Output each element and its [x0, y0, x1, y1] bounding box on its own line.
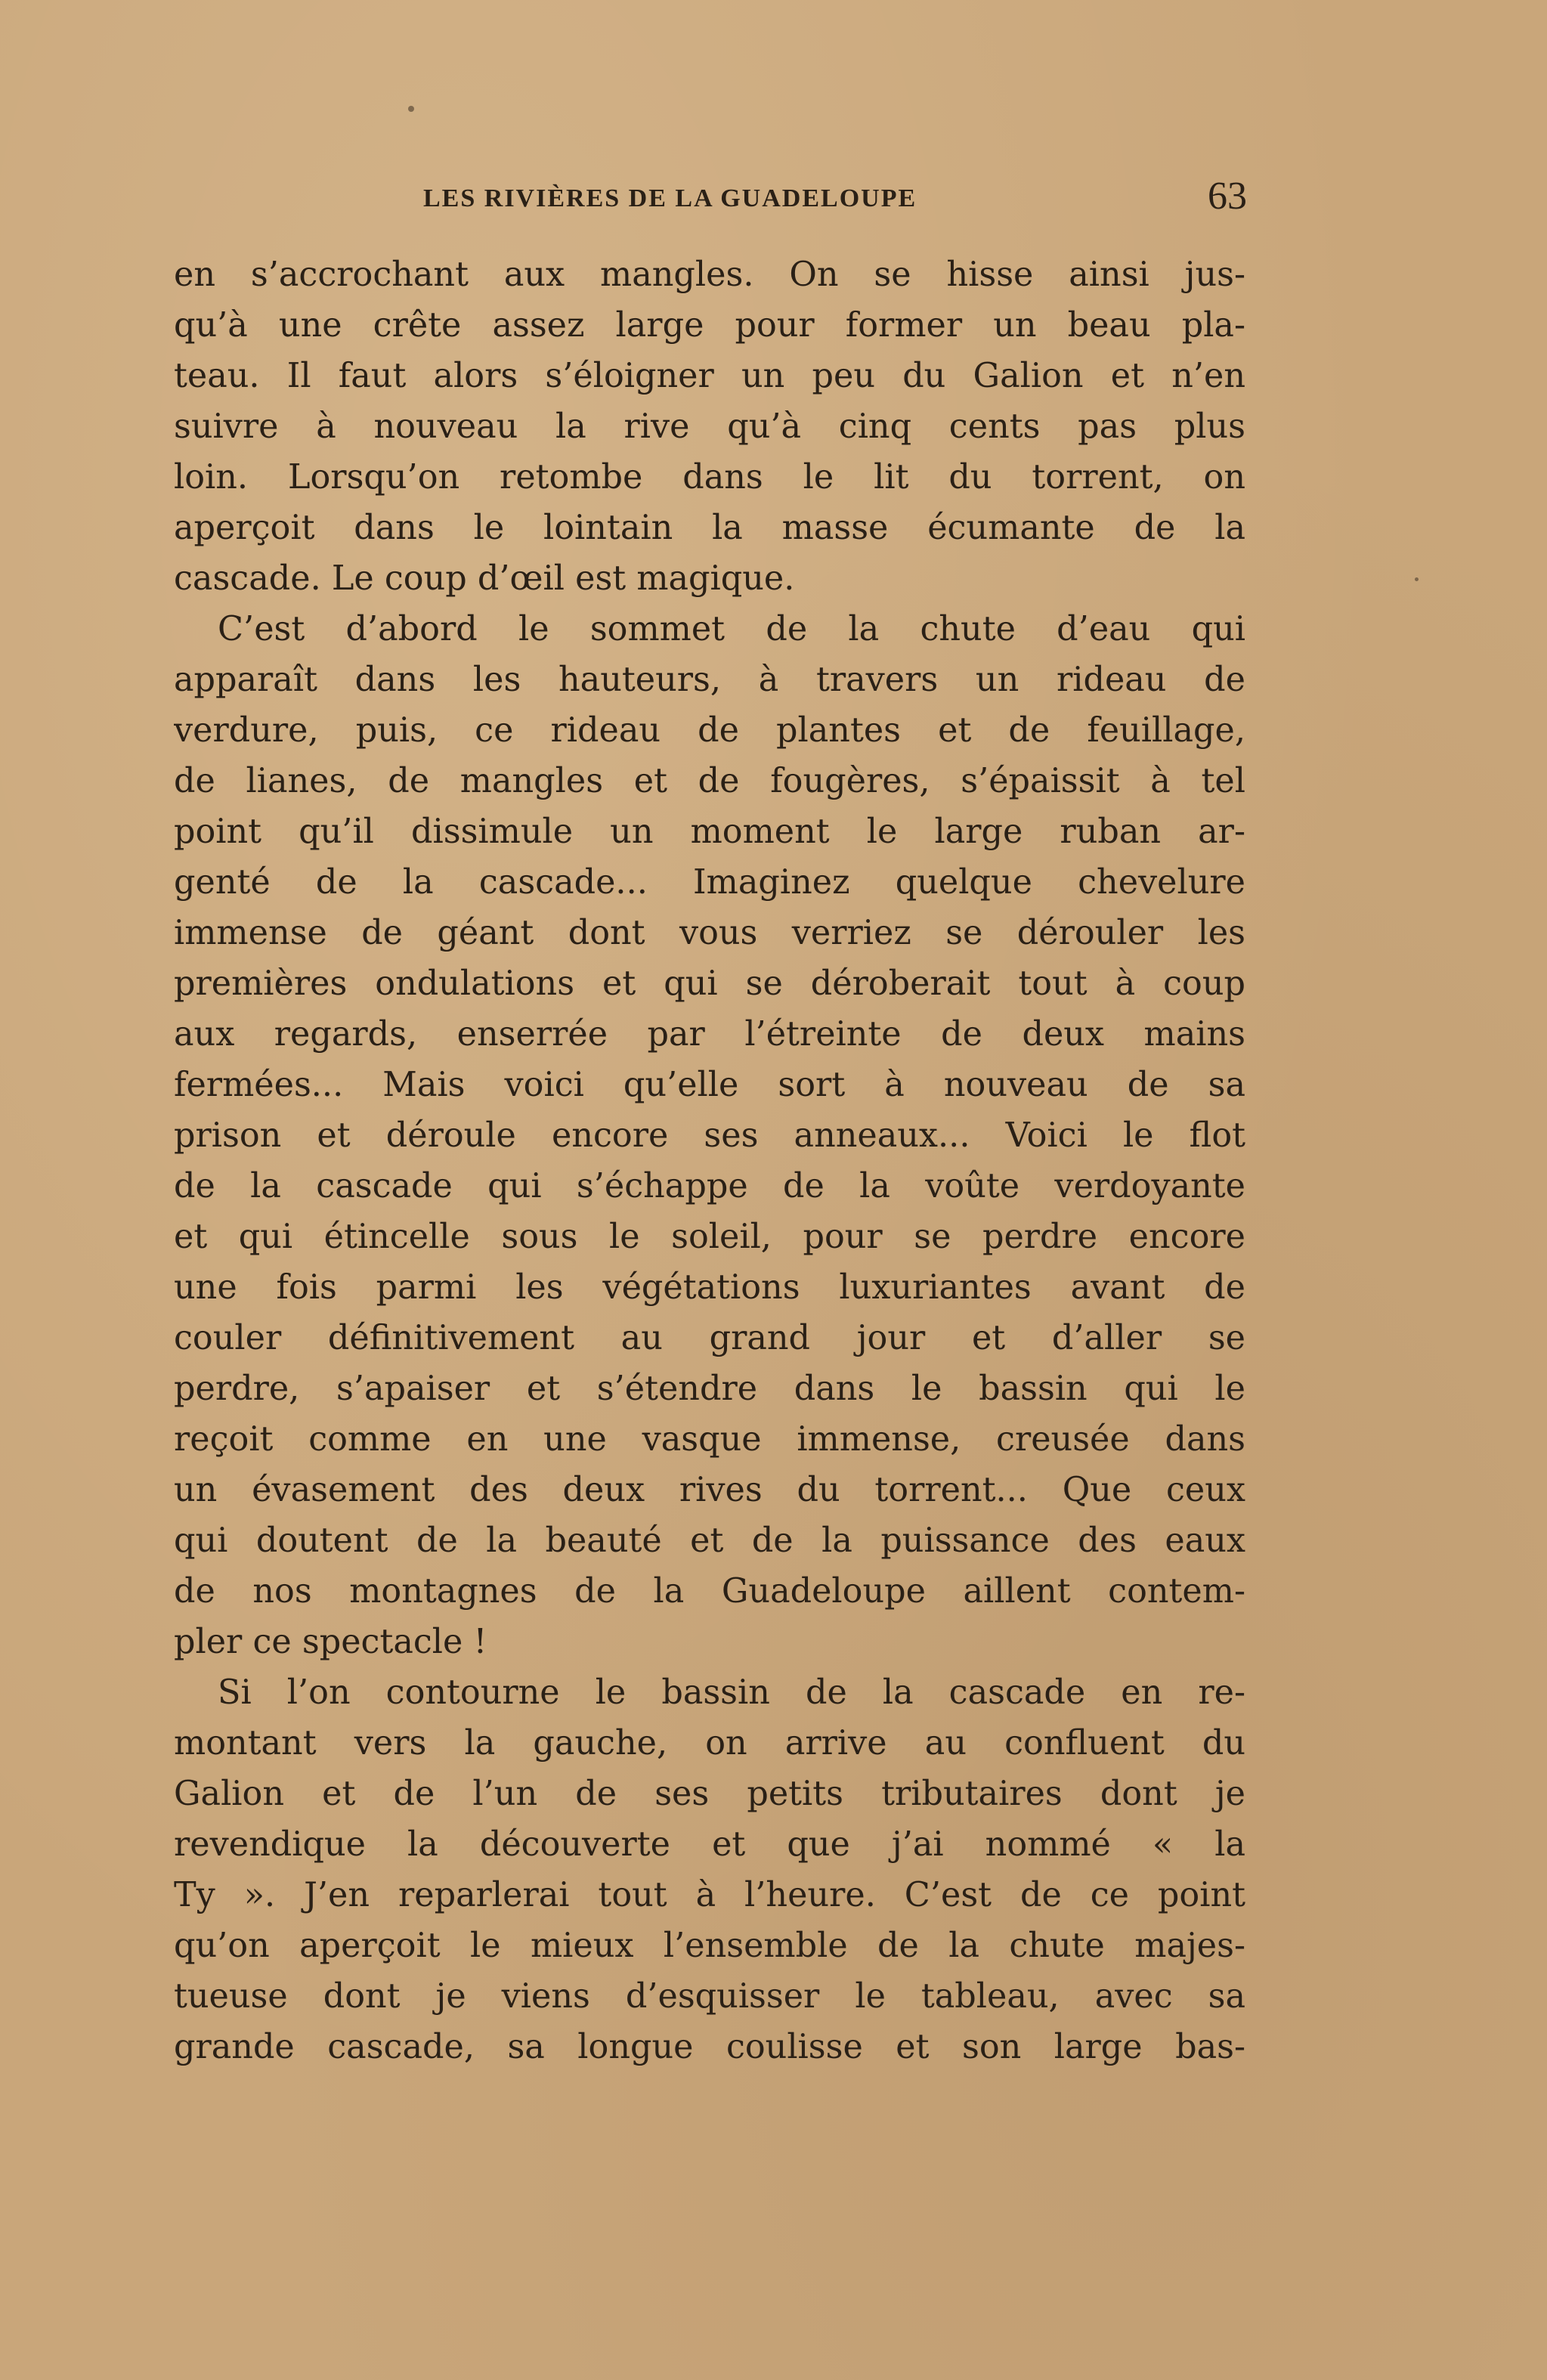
text-line: de lianes, de mangles et de fougères, s’épaissit à tel: [174, 762, 1245, 800]
paragraph: [174, 1667, 1245, 2072]
text-line: couler définitivement au grand jour et d’aller se: [174, 1319, 1245, 1357]
running-head: [174, 174, 1247, 227]
text-line: Si l’on contourne le bassin de la cascade en re-: [218, 1673, 1245, 1712]
text-line: pler ce spectacle !: [174, 1623, 487, 1661]
text-line: grande cascade, sa longue coulisse et son large bas-: [174, 2028, 1245, 2066]
text-line: fermées... Mais voici qu’elle sort à nouveau de sa: [174, 1066, 1245, 1104]
text-line: montant vers la gauche, on arrive au confluent du: [174, 1724, 1245, 1763]
ink-speck: [408, 106, 414, 112]
text-line: Ty ». J’en reparlerai tout à l’heure. C’est de ce point: [174, 1876, 1245, 1914]
text-line: verdure, puis, ce rideau de plantes et de feuillage,: [174, 711, 1245, 750]
text-line: loin. Lorsqu’on retombe dans le lit du torrent, on: [174, 458, 1245, 497]
text-line: teau. Il faut alors s’éloigner un peu du Galion et n’en: [174, 357, 1245, 395]
text-line: suivre à nouveau la rive qu’à cinq cents pas plus: [174, 407, 1245, 446]
text-line: en s’accrochant aux mangles. On se hisse ainsi jus-: [174, 255, 1245, 294]
text-line: aperçoit dans le lointain la masse écumante de la: [174, 509, 1245, 547]
text-line: reçoit comme en une vasque immense, creusée dans: [174, 1420, 1245, 1459]
text-line: Galion et de l’un de ses petits tributaires dont je: [174, 1775, 1245, 1813]
text-line: aux regards, enserrée par l’étreinte de deux mains: [174, 1015, 1245, 1054]
text-line: une fois parmi les végétations luxuriantes avant de: [174, 1268, 1245, 1307]
text-line: apparaît dans les hauteurs, à travers un rideau de: [174, 661, 1245, 699]
text-line: revendique la découverte et que j’ai nommé « la: [174, 1825, 1245, 1864]
page-number: 63: [1208, 175, 1247, 218]
paragraph: [174, 249, 1245, 604]
text-line: qu’à une crête assez large pour former un beau pla-: [174, 306, 1245, 345]
text-line: C’est d’abord le sommet de la chute d’eau qui: [218, 610, 1245, 648]
text-line: de la cascade qui s’échappe de la voûte verdoyante: [174, 1167, 1245, 1205]
text-line: et qui étincelle sous le soleil, pour se perdre encore: [174, 1218, 1245, 1256]
text-line: immense de géant dont vous verriez se dérouler les: [174, 914, 1245, 952]
text-line: prison et déroule encore ses anneaux... Voici le flot: [174, 1116, 1245, 1155]
ink-speck: [1415, 577, 1419, 581]
text-line: genté de la cascade... Imaginez quelque chevelure: [174, 863, 1245, 902]
paragraph: [174, 604, 1245, 1667]
text-line: point qu’il dissimule un moment le large ruban ar-: [174, 812, 1245, 851]
text-line: cascade. Le coup d’œil est magique.: [174, 559, 795, 598]
text-line: premières ondulations et qui se déroberait tout à coup: [174, 964, 1245, 1003]
running-head-title: LES RIVIÈRES DE LA GUADELOUPE: [423, 184, 917, 212]
body-text: [174, 249, 1245, 2072]
text-line: perdre, s’apaiser et s’étendre dans le bassin qui le: [174, 1370, 1245, 1408]
text-line: tueuse dont je viens d’esquisser le tableau, avec sa: [174, 1977, 1245, 2016]
text-line: un évasement des deux rives du torrent... Que ceux: [174, 1471, 1245, 1509]
text-line: de nos montagnes de la Guadeloupe aillent contem-: [174, 1572, 1245, 1611]
text-line: qui doutent de la beauté et de la puissance des eaux: [174, 1521, 1245, 1560]
text-line: qu’on aperçoit le mieux l’ensemble de la chute majes-: [174, 1927, 1245, 1965]
